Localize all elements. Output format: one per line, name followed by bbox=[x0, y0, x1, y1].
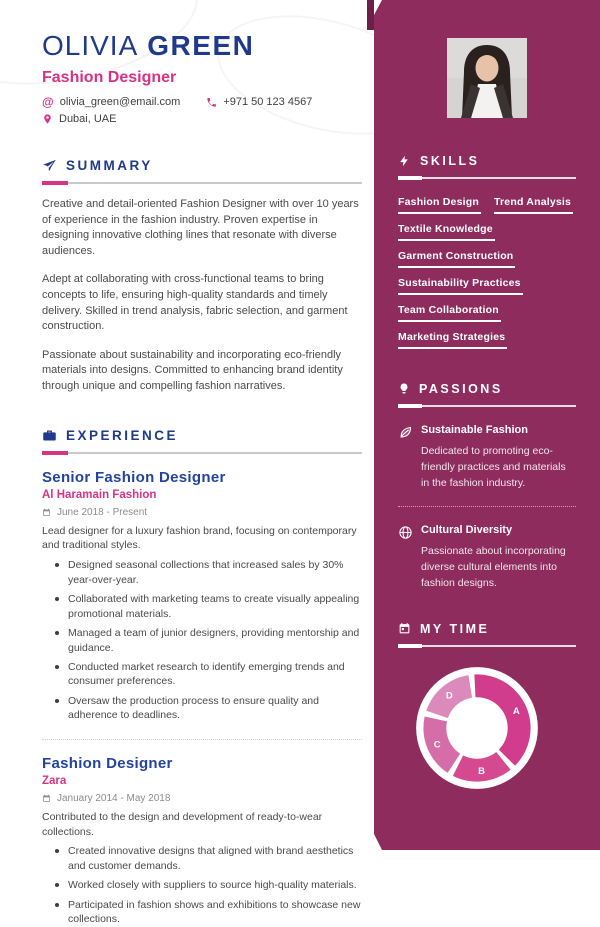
lightbulb-icon bbox=[398, 381, 410, 396]
svg-text:B: B bbox=[478, 765, 485, 777]
skill-item: Marketing Strategies bbox=[398, 331, 507, 349]
first-name: OLIVIA bbox=[42, 30, 139, 61]
contact-phone bbox=[206, 95, 312, 109]
passion-text: Passionate about incorporating diverse cultural elements into fashion designs. bbox=[421, 545, 566, 589]
header bbox=[42, 30, 362, 125]
my-time-header bbox=[398, 622, 576, 636]
section-rule bbox=[398, 645, 576, 647]
last-name: GREEN bbox=[147, 30, 255, 61]
my-time-section bbox=[398, 622, 576, 795]
skills-heading: SKILLS bbox=[420, 154, 480, 168]
job-dates bbox=[42, 507, 362, 518]
summary-paragraph: Creative and detail-oriented Fashion Designer with over 10 years of experience in the fashion industry. Proven expertise in designing innovative clothing lines that resonate with diverse audiences. bbox=[42, 198, 359, 257]
summary-header bbox=[42, 158, 362, 173]
sidebar-bottom-notch bbox=[374, 834, 382, 850]
passions-header bbox=[398, 381, 576, 396]
passion-title: Sustainable Fashion bbox=[421, 424, 528, 436]
job-company: Zara bbox=[42, 774, 67, 787]
time-donut-chart bbox=[410, 661, 544, 795]
svg-text:A: A bbox=[512, 705, 520, 717]
skills-header bbox=[398, 154, 576, 168]
summary-paragraph: Adept at collaborating with cross-functional teams to bring concepts to life, ensuring high-quality standards and timely delivery. Skilled in trend analysis, fabric selection, and garment construction. bbox=[42, 273, 348, 333]
skill-item: Garment Construction bbox=[398, 250, 515, 268]
portrait-image bbox=[447, 38, 527, 118]
phone-text: +971 50 123 4567 bbox=[223, 96, 313, 108]
at-icon: @ bbox=[42, 95, 54, 109]
job-description: Contributed to the design and development of ready-to-wear collections. bbox=[42, 810, 323, 838]
job-bullet: Managed a team of junior designers, providing mentorship and guidance. bbox=[68, 626, 362, 655]
job-company: Al Haramain Fashion bbox=[42, 488, 157, 501]
job-bullet: Created innovative designs that aligned with brand aesthetics and customer demands. bbox=[68, 844, 362, 873]
passions-divider bbox=[398, 506, 576, 507]
rule-accent bbox=[42, 451, 68, 455]
briefcase-icon bbox=[42, 428, 57, 443]
passions-section bbox=[398, 381, 576, 592]
job-dates-text: January 2014 - May 2018 bbox=[57, 792, 171, 804]
job-bullet: Designed seasonal collections that increased sales by 30% year-over-year. bbox=[68, 558, 362, 587]
summary-section bbox=[42, 158, 362, 395]
skills-section bbox=[398, 154, 576, 349]
job-bullet: Participated in fashion shows and exhibitions to showcase new collections. bbox=[68, 898, 361, 926]
calendar-icon bbox=[398, 622, 411, 635]
rule-accent bbox=[398, 404, 422, 408]
my-time-heading: MY TIME bbox=[420, 621, 490, 636]
profile-photo bbox=[447, 38, 527, 118]
passion-item bbox=[398, 524, 576, 591]
summary-heading: SUMMARY bbox=[66, 158, 153, 173]
job-bullet: Worked closely with suppliers to source high-quality materials. bbox=[68, 878, 362, 892]
person-name bbox=[42, 30, 362, 62]
section-rule bbox=[42, 182, 362, 184]
skill-item: Textile Knowledge bbox=[398, 223, 495, 241]
summary-paragraph: Passionate about sustainability and incorporating eco-friendly materials into designs. Committed to enhancing brand identity through unique and compelling fashion narratives. bbox=[42, 348, 343, 393]
rule-accent bbox=[42, 181, 68, 185]
calendar-icon bbox=[42, 508, 51, 517]
job-dates bbox=[42, 793, 362, 804]
passion-head bbox=[398, 524, 576, 540]
job-bullet-list bbox=[42, 844, 362, 926]
phone-icon bbox=[206, 97, 217, 108]
sidebar-fold-shadow bbox=[367, 0, 374, 30]
skill-item: Sustainability Practices bbox=[398, 277, 523, 295]
passion-text: Dedicated to promoting eco-friendly practices and materials in the fashion industry. bbox=[421, 445, 566, 489]
lightning-bolt-icon bbox=[398, 154, 411, 168]
leaf-icon bbox=[398, 425, 413, 440]
passions-heading: PASSIONS bbox=[419, 381, 503, 396]
contact-location bbox=[42, 113, 116, 125]
experience-header bbox=[42, 428, 362, 443]
skill-item: Fashion Design bbox=[398, 196, 481, 214]
map-pin-icon bbox=[42, 113, 53, 125]
contact-email bbox=[42, 95, 180, 109]
passion-title: Cultural Diversity bbox=[421, 524, 513, 537]
svg-text:C: C bbox=[433, 739, 441, 751]
page-title: Fashion Designer bbox=[42, 69, 177, 86]
experience-heading: EXPERIENCE bbox=[66, 427, 179, 443]
sidebar bbox=[374, 0, 600, 850]
skill-item: Trend Analysis bbox=[494, 196, 573, 214]
job-dates-text: June 2018 - Present bbox=[57, 506, 148, 518]
job-bullet-list bbox=[42, 558, 362, 723]
passion-item bbox=[398, 424, 576, 491]
job-entry bbox=[42, 755, 362, 927]
section-rule bbox=[398, 177, 576, 179]
section-rule bbox=[42, 452, 362, 454]
paper-plane-icon bbox=[42, 158, 57, 173]
calendar-icon bbox=[42, 794, 51, 803]
job-divider bbox=[42, 739, 362, 740]
rule-accent bbox=[398, 176, 422, 180]
skills-list bbox=[398, 196, 576, 349]
globe-icon bbox=[398, 525, 413, 540]
email-text: olivia_green@email.com bbox=[59, 96, 181, 108]
job-title: Fashion Designer bbox=[42, 754, 173, 772]
job-entry bbox=[42, 469, 362, 723]
job-description: Lead designer for a luxury fashion brand, focusing on contemporary and traditional styles. bbox=[42, 524, 357, 552]
job-title: Senior Fashion Designer bbox=[42, 468, 226, 486]
passion-head bbox=[398, 424, 576, 440]
job-bullet: Oversaw the production process to ensure quality and adherence to deadlines. bbox=[68, 694, 362, 723]
sidebar-top-notch bbox=[374, 0, 382, 15]
job-bullet: Collaborated with marketing teams to create visually appealing promotional materials. bbox=[68, 592, 362, 621]
donut-chart-svg bbox=[410, 661, 544, 795]
experience-section bbox=[42, 428, 362, 927]
contact-info bbox=[42, 95, 342, 125]
rule-accent bbox=[398, 644, 422, 648]
skill-item: Team Collaboration bbox=[398, 304, 501, 322]
location-text: Dubai, UAE bbox=[59, 113, 117, 125]
svg-text:D: D bbox=[445, 690, 453, 702]
section-rule bbox=[398, 405, 576, 407]
job-bullet: Conducted market research to identify emerging trends and consumer preferences. bbox=[68, 660, 362, 689]
